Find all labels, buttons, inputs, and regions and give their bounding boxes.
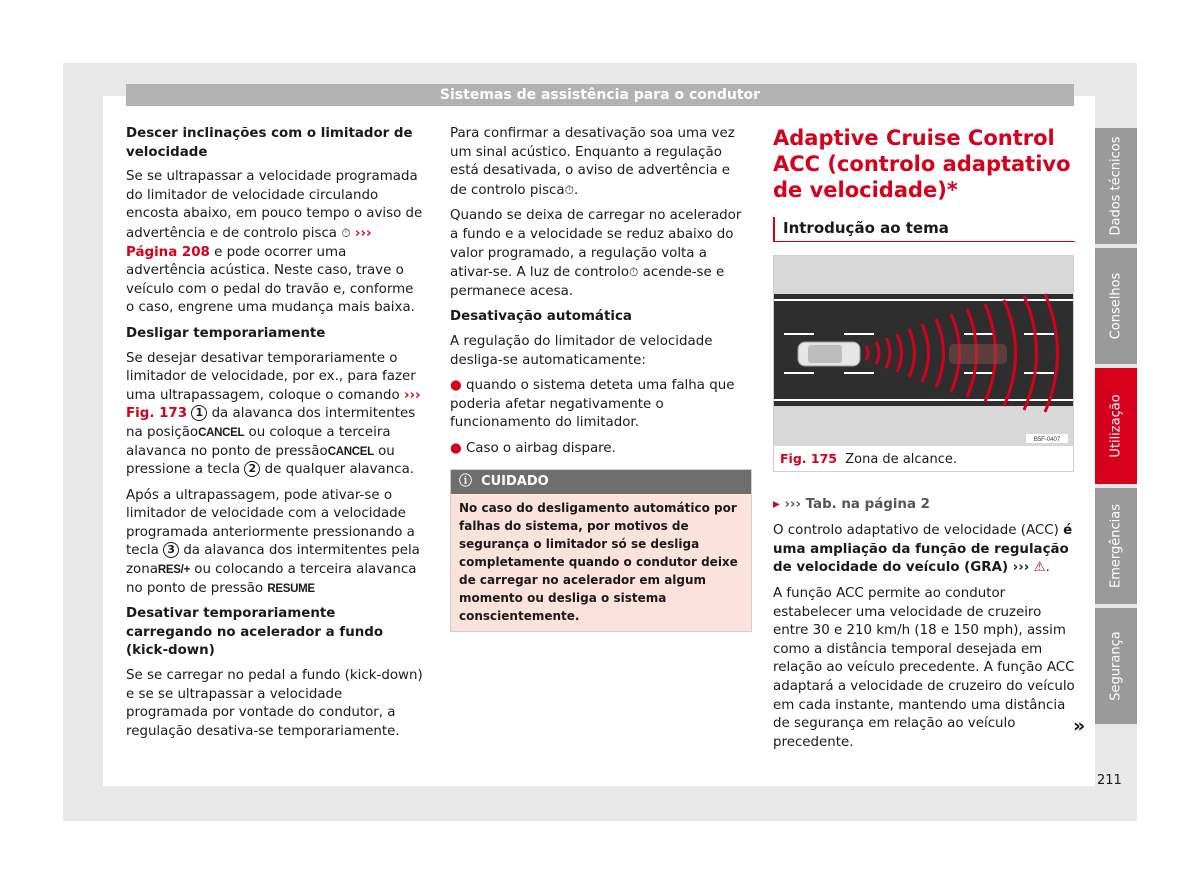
caution-header [451, 470, 751, 494]
callout-3: 3 [163, 542, 179, 558]
paragraph-desativacao: A regulação do limitador de velocidade desliga-se automaticamente: [450, 333, 713, 368]
heading-desativacao: Desativação automática [450, 309, 632, 325]
figure-code: B5F-0407 [1033, 436, 1061, 443]
section-header: Sistemas de assistência para o condutor [126, 84, 1074, 106]
figure-175 [773, 255, 1074, 472]
speedometer-icon: ⏱ [564, 182, 574, 197]
figure-caption: Fig. 175 Zona de alcance. [780, 450, 958, 467]
paragraph-kickdown: Se se carregar no pedal a fundo (kick-down) e se se ultrapassar a velocidade programada por vontade do condutor, a regulação desativa-se temporariamente. [126, 668, 423, 739]
paragraph-confirmar: Para confirmar a desativação soa uma vez um sinal acústico. Enquanto a regulação está desativada, o aviso de advertência e de controlo pisca⏱. [450, 126, 735, 198]
tab-reference[interactable]: ▸ ››› Tab. na página 2 [773, 496, 930, 512]
side-tab-conselhos[interactable]: Conselhos [1095, 248, 1137, 364]
acc-range-illustration [774, 256, 1073, 446]
list-item: ● Caso o airbag dispare. [450, 440, 616, 456]
car-icon [798, 342, 860, 366]
speedometer-icon: ⏱ [341, 225, 351, 240]
column-right [773, 125, 1075, 759]
figure-label: Fig. 175 [780, 450, 837, 466]
paragraph-acc-function: A função ACC permite ao condutor estabelecer uma velocidade de cruzeiro entre 30 e 210 km/h (18 e 150 mph), assim como a distância temporal desejada em relação ao veículo precedente. A função ACC adaptará a velocidade de cruzeiro do veículo em cada instante, mantendo uma distância de segurança em relação ao veículo precedente. [773, 585, 1075, 750]
play-icon: ▸ [773, 496, 780, 512]
callout-2: 2 [244, 461, 260, 477]
heading-descer: Descer inclinações com o limitador de velocidade [126, 126, 413, 160]
acc-subtitle: Introdução ao tema [773, 217, 1075, 242]
paragraph-apos: Após a ultrapassagem, pode ativar-se o limitador de velocidade com a velocidade programada anteriormente pressionando a tecla 3 da alavanca dos intermitentes pela zonaRES/+ ou colocando a terceira alavanca no ponto de pressão RESUME [126, 487, 420, 596]
side-tab-emergencias[interactable]: Emergências [1095, 488, 1137, 604]
caution-box [450, 469, 752, 632]
key-resume: RESUME [267, 582, 315, 595]
paragraph-acelerador: Quando se deixa de carregar no acelerador a fundo e a velocidade se reduz abaixo do valor programado, a regulação volta a ativar-se. A luz de controlo⏱ acende-se e permanece acesa. [450, 208, 742, 299]
heading-kickdown: Desativar temporariamente carregando no acelerador a fundo (kick-down) [126, 606, 384, 659]
page-208-link[interactable]: ››› Página 208 [126, 225, 372, 260]
key-res: RES/+ [157, 564, 190, 577]
fig-173-link[interactable]: ››› Fig. 173 [126, 387, 421, 422]
caution-title: CUIDADO [481, 473, 549, 489]
list-item: ● quando o sistema deteta uma falha que poderia afetar negativamente o funcionamento do limitador. [450, 378, 735, 431]
side-tab-seguranca[interactable]: Segurança [1095, 608, 1137, 724]
bullet-icon: ● [450, 378, 462, 394]
column-middle [450, 125, 750, 632]
paragraph-acc-intro: O controlo adaptativo de velocidade (ACC) é uma ampliação da função de regulação de velocidade do veículo (GRA) ››› ⚠. [773, 523, 1073, 576]
column-left [126, 125, 424, 748]
heading-desligar: Desligar temporariamente [126, 325, 326, 341]
paragraph-desligar: Se desejar desativar temporariamente o limitador de velocidade, por ex., para fazer uma ultrapassagem, coloque o comando ››› Fig. 173 1 da alavanca dos intermitentes na posiçãoCANCEL ou coloque a terceira alavanca no ponto de pressãoCANCEL ou pressione a tecla 2 de qualquer alavanca. [126, 350, 421, 478]
warning-circle-icon: ⓘ [459, 473, 473, 489]
callout-1: 1 [191, 405, 207, 421]
caution-text: No caso do desligamento automático por falhas do sistema, por motivos de segurança o limitador só se desliga completamente quando o condutor deixe de carregar no acelerador em algum momento ou desliga o sistema conscientemente. [451, 494, 751, 631]
side-tab-dados-tecnicos[interactable]: Dados técnicos [1095, 128, 1137, 244]
warning-triangle-icon: ⚠ [1033, 560, 1046, 576]
speedometer-icon: ⏱ [629, 265, 639, 280]
key-cancel-2: CANCEL [327, 445, 374, 458]
side-tab-utilizacao[interactable]: Utilização [1095, 368, 1137, 484]
acc-title: Adaptive Cruise Control ACC (controlo adaptativo de velocidade)* [773, 126, 1071, 202]
bullet-icon: ● [450, 440, 462, 456]
paragraph-descer: Se se ultrapassar a velocidade programada do limitador de velocidade circulando encosta abaixo, em pouco tempo o aviso de advertência e de controlo pisca ⏱ ››› Página 208 e pode ocorrer uma advertência acústica. Neste caso, trave o veículo com o pedal do travão e, conforme o caso, engrene uma mudança mais baixa. [126, 169, 423, 316]
page-number: 211 [1097, 773, 1122, 788]
continue-mark: » [1073, 715, 1086, 737]
key-cancel: CANCEL [198, 426, 245, 439]
